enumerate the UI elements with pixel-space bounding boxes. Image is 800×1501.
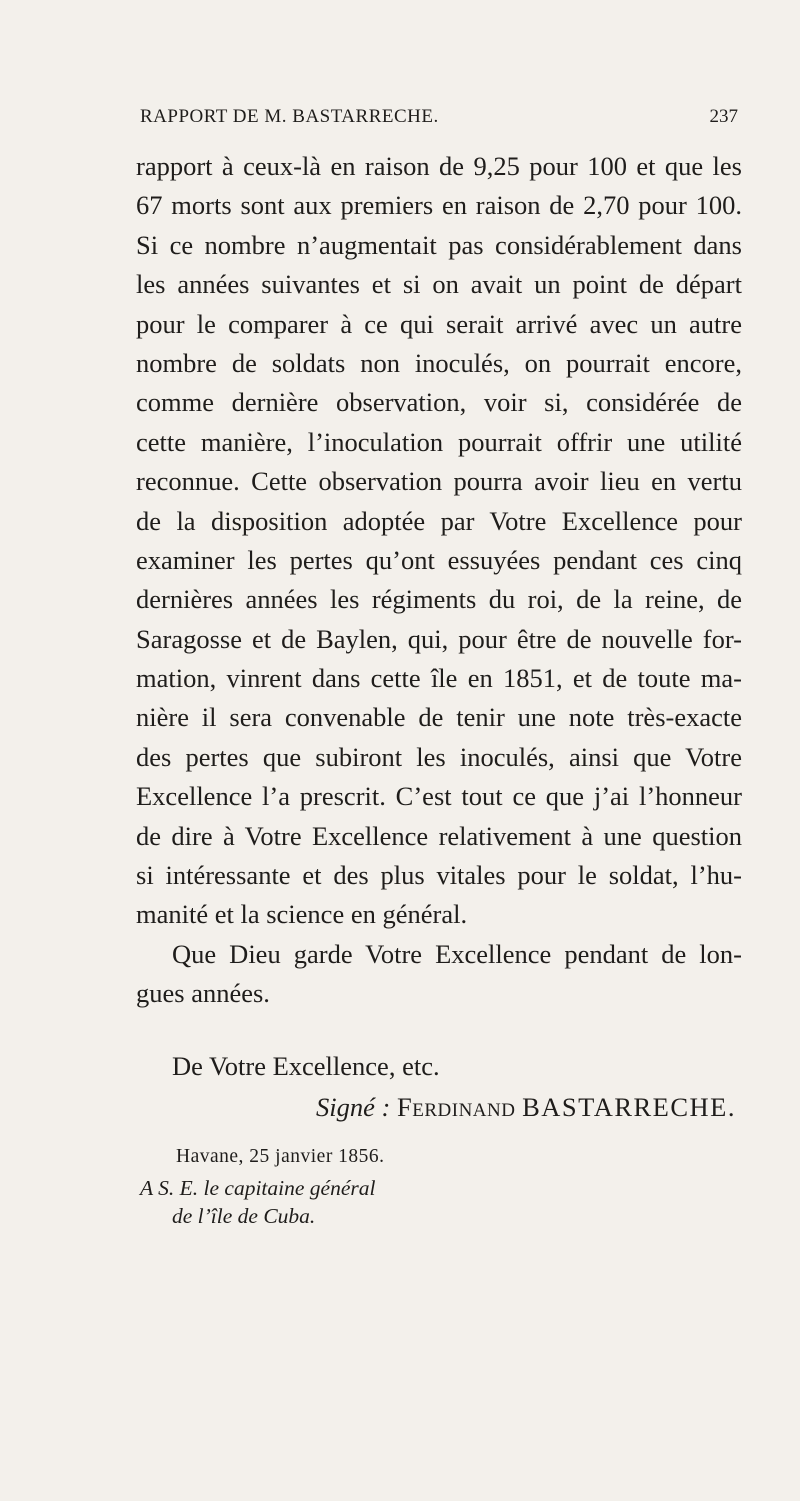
text-line: 67 morts sont aux premiers en raison de 2,70 pour 100. xyxy=(136,190,742,221)
text-line: Saragosse et de Baylen, qui, pour être de nouvelle for- xyxy=(136,623,742,654)
running-head xyxy=(138,106,738,136)
text-line: de dire à Votre Excellence relativement à une question xyxy=(136,820,742,851)
running-title: RAPPORT DE M. BASTARRECHE. xyxy=(140,106,439,127)
signature-label: Signé : xyxy=(316,1092,391,1122)
text-line: comme dernière observation, voir si, considérée de xyxy=(136,387,742,418)
text-line: mation, vinrent dans cette île en 1851, et de toute ma- xyxy=(136,663,742,694)
body-text xyxy=(136,147,742,1014)
text-line: examiner les pertes qu’ont essuyées pendant ces cinq xyxy=(136,544,742,575)
signature-first-name: Ferdinand xyxy=(397,1092,516,1122)
text-line: reconnue. Cette observation pourra avoir lieu en vertu xyxy=(136,466,742,497)
text-line: de la disposition adoptée par Votre Excellence pour xyxy=(136,505,742,536)
text-line: rapport à ceux-là en raison de 9,25 pour 100 et que les xyxy=(136,151,742,181)
text-line: si intéressante et des plus vitales pour le soldat, l’hu- xyxy=(136,860,742,891)
text-line: Que Dieu garde Votre Excellence pendant de lon- xyxy=(172,938,742,969)
signature xyxy=(316,1092,736,1123)
text-line: nombre de soldats non inoculés, on pourrait encore, xyxy=(136,347,742,378)
signature-surname: BASTARRECHE. xyxy=(522,1092,736,1122)
closing-formula: De Votre Excellence, etc. xyxy=(172,1051,440,1081)
text-line: dernières années les régiments du roi, de la reine, de xyxy=(136,584,742,615)
attestation-line-1: le capitaine général xyxy=(203,1176,376,1200)
closing-block xyxy=(136,1045,742,1087)
page-number: 237 xyxy=(709,106,738,127)
text-line: des pertes que subiront les inoculés, ainsi que Votre xyxy=(136,741,742,772)
text-line: cette manière, l’inoculation pourrait offrir une utilité xyxy=(136,426,742,457)
text-line: nière il sera convenable de tenir une note très-exacte xyxy=(136,702,742,733)
attestation xyxy=(140,1174,375,1230)
text-line: manité et la science en général. xyxy=(136,899,468,930)
attestation-line-2: de l’île de Cuba. xyxy=(172,1204,316,1228)
text-line: les années suivantes et si on avait un point de départ xyxy=(136,269,742,300)
text-line: pour le comparer à ce qui serait arrivé avec un autre xyxy=(136,308,742,339)
text-line: gues années. xyxy=(136,978,270,1009)
text-line: Si ce nombre n’augmentait pas considérablement dans xyxy=(136,229,742,260)
attestation-prefix: A S. E. xyxy=(140,1176,199,1200)
date-place: Havane, 25 janvier 1856. xyxy=(176,1146,385,1167)
text-line: Excellence l’a prescrit. C’est tout ce que j’ai l’honneur xyxy=(136,781,742,812)
